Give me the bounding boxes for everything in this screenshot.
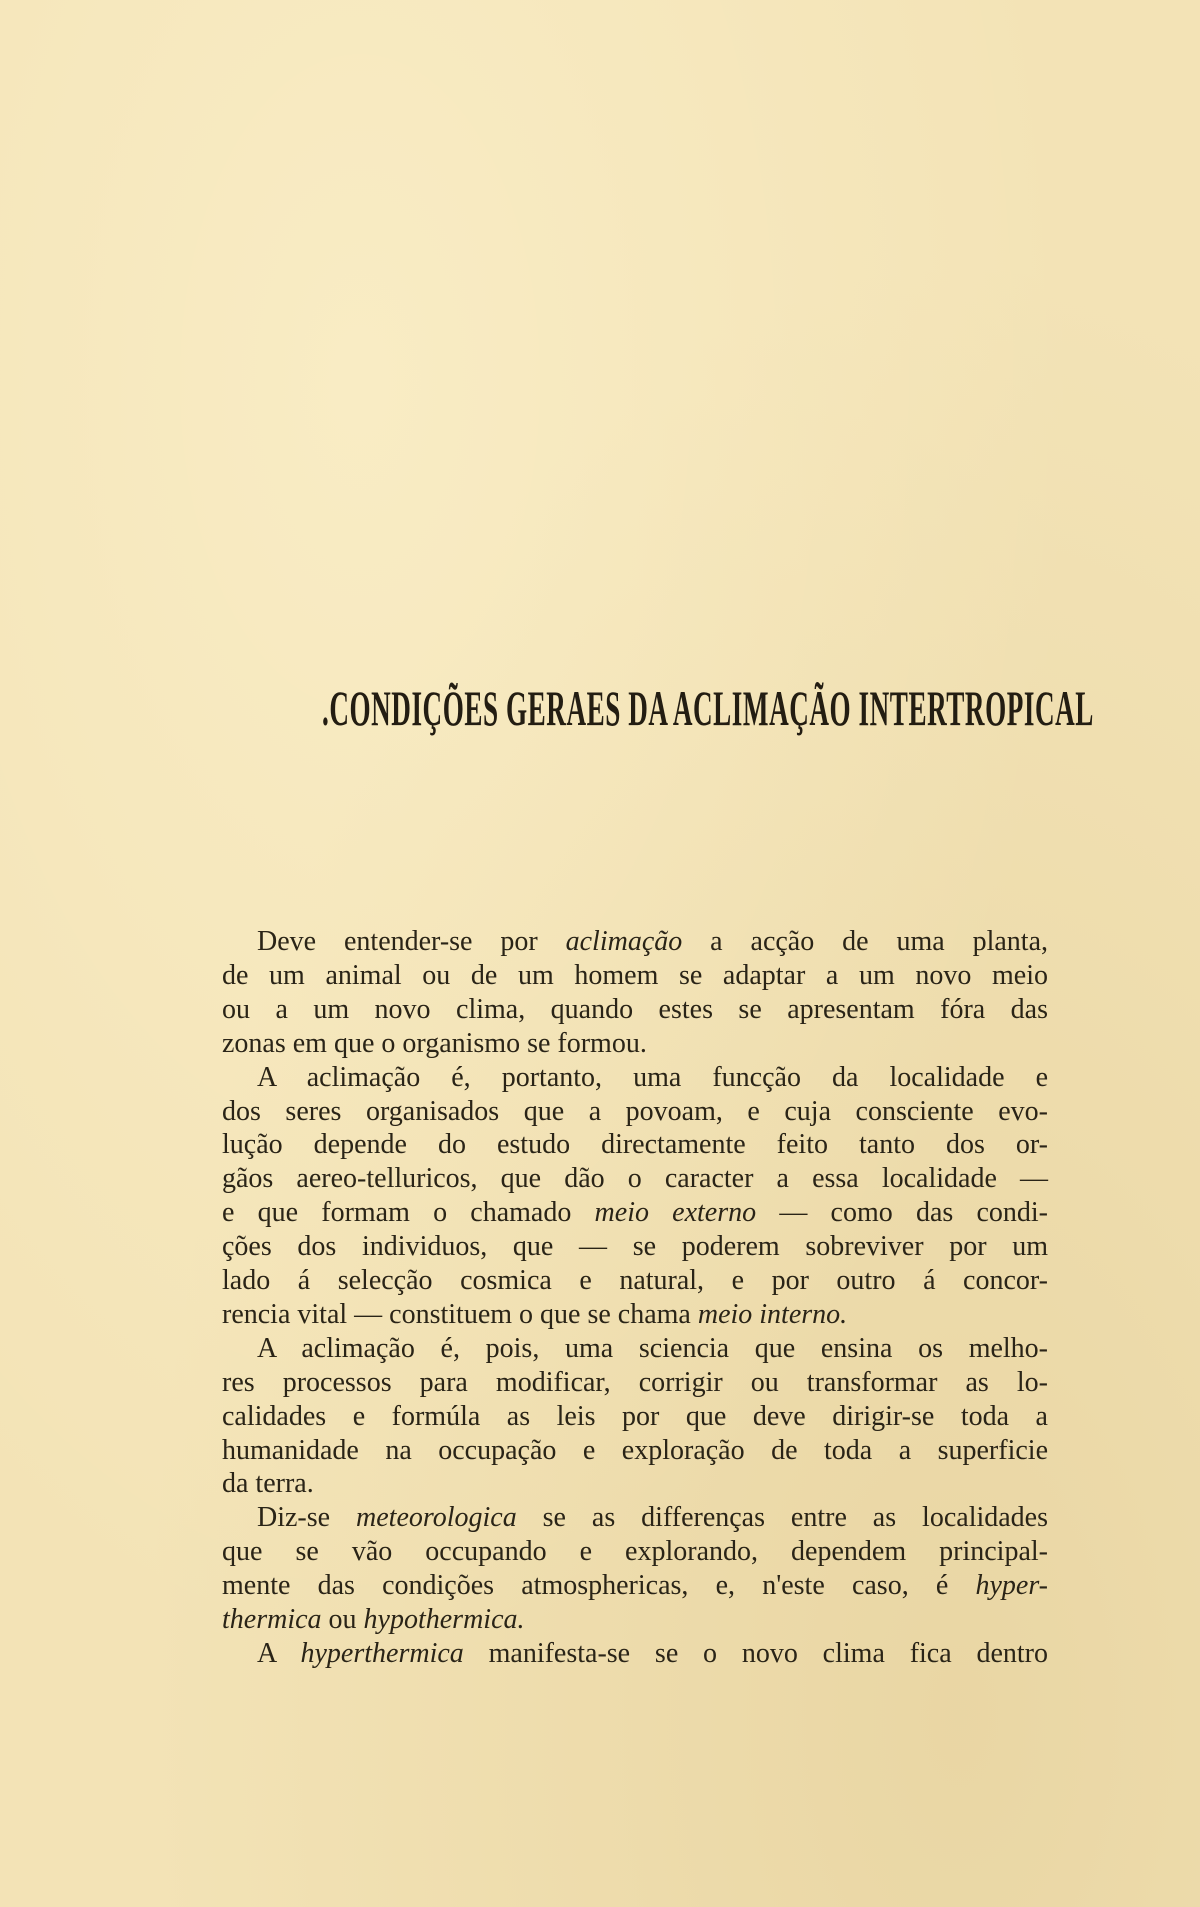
- text-line: [257, 1637, 1048, 1671]
- text-line: [222, 1366, 1048, 1400]
- chapter-title: .CONDIÇÕES GERAES DA ACLIMAÇÃO INTERTROPICAL: [322, 680, 1094, 736]
- text-segment: zonas em que o organismo se formou.: [222, 1027, 647, 1059]
- text-segment: humanidade na occupação e exploração de toda a superficie: [222, 1434, 1048, 1466]
- text-line: [222, 1400, 1048, 1434]
- italic-term: meio externo: [594, 1197, 757, 1229]
- text-segment: da terra.: [222, 1468, 314, 1500]
- text-segment: ou: [321, 1604, 364, 1635]
- text-line: [222, 1095, 1048, 1129]
- text-segment: ou a um novo clima, quando estes se apresentam fóra das: [222, 993, 1048, 1025]
- text-line: [222, 1569, 1048, 1603]
- text-segment: manifesta-se se o novo clima fica dentro: [463, 1637, 1048, 1669]
- text-segment: que se vão occupando e explorando, dependem principal-: [222, 1536, 1048, 1568]
- text-line: [222, 1027, 1048, 1061]
- text-line: [222, 1196, 1048, 1230]
- italic-term: aclimação: [565, 926, 683, 957]
- text-segment: calidades e formúla as leis por que deve dirigir-se toda a: [222, 1400, 1048, 1432]
- text-line: [222, 1162, 1048, 1196]
- text-segment: de um animal ou de um homem se adaptar a um novo meio: [222, 959, 1048, 991]
- text-segment: Diz-se: [257, 1502, 357, 1534]
- text-segment: A aclimação é, portanto, uma funcção da localidade e: [257, 1061, 1048, 1093]
- text-line: [222, 1603, 1048, 1637]
- text-line: [257, 1332, 1048, 1366]
- text-segment: A aclimação é, pois, uma sciencia que ensina os melho-: [257, 1332, 1048, 1364]
- italic-term: hyperthermica: [300, 1637, 464, 1669]
- text-line: [257, 925, 1048, 959]
- italic-term: meio interno.: [697, 1298, 848, 1330]
- italic-term: meteorologica: [356, 1502, 517, 1534]
- text-segment: res processos para modificar, corrigir ou transformar as lo-: [222, 1366, 1048, 1398]
- text-segment: ções dos individuos, que — se poderem sobreviver por um: [222, 1231, 1048, 1263]
- text-line: [222, 1434, 1048, 1468]
- text-line: [222, 1535, 1048, 1569]
- text-line: [257, 1061, 1048, 1095]
- text-line: [222, 1298, 1048, 1332]
- text-line: [222, 993, 1048, 1027]
- text-segment: Deve entender-se por: [257, 926, 566, 957]
- text-segment: lução depende do estudo directamente feito tanto dos or-: [222, 1129, 1048, 1161]
- text-line: [257, 1501, 1048, 1535]
- text-segment: A: [257, 1637, 301, 1669]
- text-segment: dos seres organisados que a povoam, e cuja consciente evo-: [222, 1095, 1048, 1127]
- text-segment: — como das condi-: [756, 1197, 1048, 1229]
- text-segment: se as differenças entre as localidades: [516, 1502, 1049, 1534]
- text-segment: lado á selecção cosmica e natural, e por outro á concor-: [222, 1265, 1048, 1296]
- text-line: [222, 1128, 1048, 1162]
- text-line: [222, 1230, 1048, 1264]
- text-segment: rencia vital — constituem o que se chama: [222, 1298, 698, 1330]
- italic-term: hypothermica.: [363, 1604, 525, 1635]
- text-segment: gãos aereo-telluricos, que dão o caracter a essa localidade —: [222, 1163, 1048, 1195]
- text-segment: a acção de uma planta,: [682, 926, 1049, 957]
- text-segment: mente das condições atmosphericas, e, n'este caso, é: [222, 1570, 976, 1602]
- text-line: [222, 1264, 1048, 1298]
- text-line: [222, 959, 1048, 993]
- italic-term: thermica: [222, 1604, 322, 1635]
- text-segment: e que formam o chamado: [222, 1197, 595, 1229]
- italic-term: hyper-: [975, 1570, 1048, 1602]
- text-line: [222, 1467, 1048, 1501]
